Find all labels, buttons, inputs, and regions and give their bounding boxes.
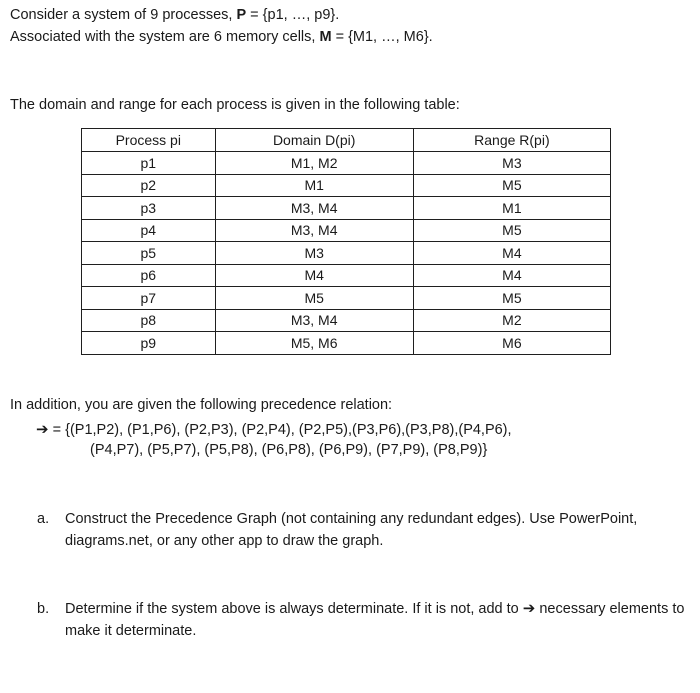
question-a — [37, 508, 682, 554]
precedence-heading: In addition, you are given the following precedence relation: — [10, 397, 393, 413]
table-intro: The domain and range for each process is given in the following table: — [10, 97, 460, 113]
cell-domain: M3 — [215, 242, 413, 265]
cell-process: p9 — [82, 332, 216, 355]
header-domain: Domain D(pi) — [215, 129, 413, 152]
arrow-icon: ➔ — [36, 421, 49, 438]
cell-range: M4 — [413, 264, 610, 287]
table-row — [82, 332, 611, 355]
intro-text: Consider a system of 9 processes, — [10, 7, 237, 23]
cell-domain: M1 — [215, 174, 413, 197]
table-row — [82, 174, 611, 197]
cell-range: M4 — [413, 242, 610, 265]
question-text: Construct the Precedence Graph (not containing any redundant edges). Use PowerPoint, diagrams.net, or any other app to draw the graph. — [65, 511, 638, 549]
cell-domain: M1, M2 — [215, 152, 413, 175]
question-text-part: necessary elements to make it determinate. — [65, 601, 685, 639]
precedence-relation-line1 — [36, 420, 512, 438]
table-row — [82, 219, 611, 242]
cell-domain: M5, M6 — [215, 332, 413, 355]
intro-line-processes — [10, 6, 339, 24]
cell-domain: M3, M4 — [215, 309, 413, 332]
table-row — [82, 309, 611, 332]
cell-process: p7 — [82, 287, 216, 310]
header-range: Range R(pi) — [413, 129, 610, 152]
table-row — [82, 287, 611, 310]
table-row — [82, 264, 611, 287]
intro-text: Associated with the system are 6 memory cells, — [10, 29, 320, 45]
cell-process: p1 — [82, 152, 216, 175]
header-process: Process pi — [82, 129, 216, 152]
memory-symbol: M — [319, 29, 332, 45]
intro-line-memory — [10, 28, 433, 46]
cell-range: M3 — [413, 152, 610, 175]
cell-range: M2 — [413, 309, 610, 332]
question-text — [65, 598, 690, 642]
processes-set: = {p1, …, p9}. — [246, 7, 340, 23]
arrow-icon: ➔ — [522, 600, 536, 617]
question-marker: b. — [37, 601, 50, 617]
question-b — [37, 598, 685, 644]
table-row — [82, 242, 611, 265]
cell-process: p3 — [82, 197, 216, 220]
cell-process: p2 — [82, 174, 216, 197]
cell-process: p5 — [82, 242, 216, 265]
table-row — [82, 197, 611, 220]
precedence-relation-line2: (P4,P7), (P5,P7), (P5,P8), (P6,P8), (P6,P9), (P7,P9), (P8,P9)} — [90, 442, 488, 458]
question-marker: a. — [37, 511, 50, 527]
memory-set: = {M1, …, M6}. — [331, 29, 433, 45]
cell-range: M6 — [413, 332, 610, 355]
table-row — [82, 152, 611, 175]
cell-process: p4 — [82, 219, 216, 242]
cell-domain: M4 — [215, 264, 413, 287]
cell-domain: M3, M4 — [215, 219, 413, 242]
cell-range: M5 — [413, 287, 610, 310]
cell-range: M5 — [413, 219, 610, 242]
table-header-row — [82, 129, 611, 152]
cell-process: p8 — [82, 309, 216, 332]
precedence-pairs: = {(P1,P2), (P1,P6), (P2,P3), (P2,P4), (P2,P5),(P3,P6),(P3,P8),(P4,P6), — [48, 422, 512, 438]
processes-symbol: P — [236, 7, 247, 23]
cell-domain: M5 — [215, 287, 413, 310]
cell-process: p6 — [82, 264, 216, 287]
cell-range: M1 — [413, 197, 610, 220]
domain-range-table — [81, 128, 611, 355]
cell-domain: M3, M4 — [215, 197, 413, 220]
cell-range: M5 — [413, 174, 610, 197]
question-text-part: Determine if the system above is always determinate. If it is not, add to — [65, 601, 523, 617]
